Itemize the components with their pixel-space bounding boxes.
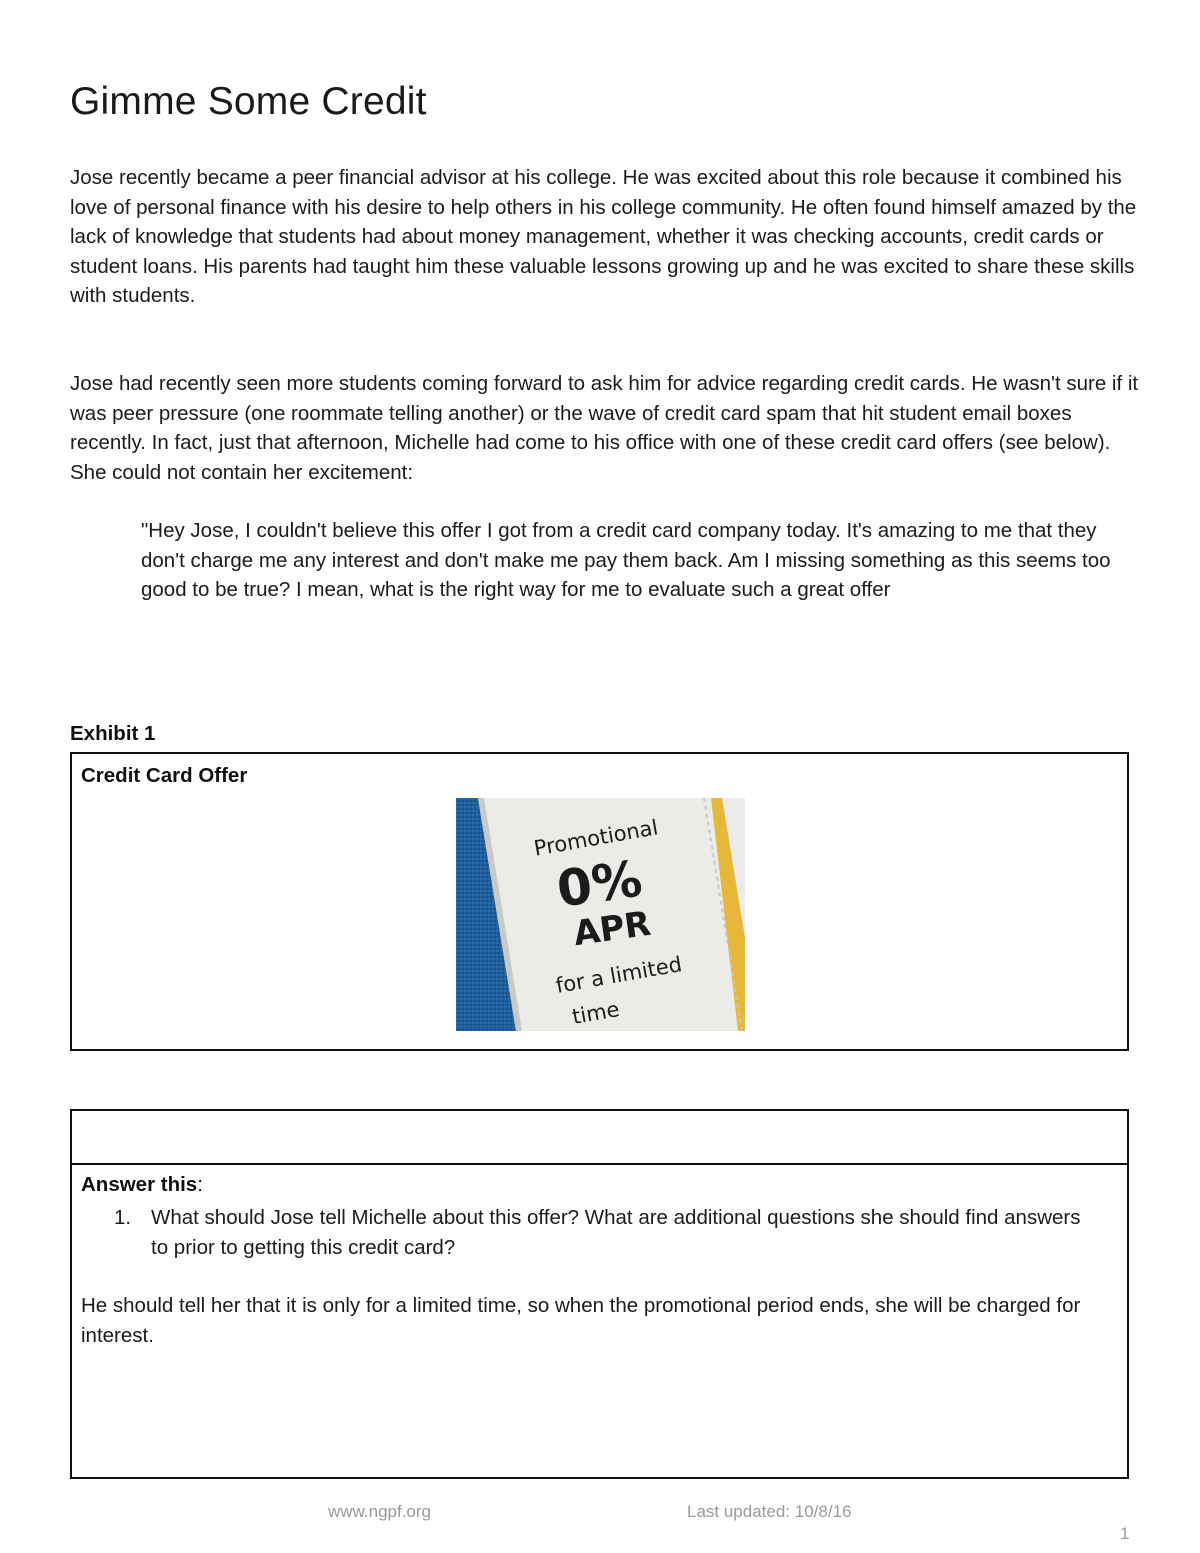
intro-paragraph: Jose recently became a peer financial advisor at his college. He was excited about this role because it combined his love of personal finance with his desire to help others in his college community. He often found himself amazed by the lack of knowledge that students had about money management, whether it was checking accounts, credit cards or student loans. His parents had taught him these valuable lessons growing up and he was excited to share these skills with students. [70, 166, 1137, 308]
exhibit-box-title: Credit Card Offer [81, 764, 248, 787]
answer-this-label: Answer this [81, 1173, 198, 1196]
promo-line-limited: for a limited [553, 952, 684, 998]
question-box-header-row [72, 1111, 1127, 1165]
question-number: 1. [114, 1206, 132, 1229]
context-paragraph: Jose had recently seen more students coming forward to ask him for advice regarding credit cards. He wasn't sure if it was peer pressure (one roommate telling another) or the wave of credit card spam that hit student email boxes recently. In fact, just that afternoon, Michelle had come to his office with one of these credit card offers (see below). She could not contain her excitement: [70, 372, 1139, 484]
footer-last-updated: Last updated: 10/8/16 [687, 1502, 852, 1521]
answer-this-colon: : [197, 1173, 203, 1196]
answer-this-heading [81, 1173, 203, 1197]
question-box [70, 1109, 1129, 1479]
promo-line-time: time [570, 997, 622, 1029]
promo-image [456, 798, 745, 1031]
answer-text: He should tell her that it is only for a limited time, so when the promotional period ends, she will be charged for interest. [81, 1294, 1081, 1347]
exhibit-label: Exhibit 1 [70, 722, 156, 745]
page-title: Gimme Some Credit [70, 80, 427, 123]
page-number: 1 [1120, 1524, 1130, 1543]
question-text: What should Jose tell Michelle about this offer? What are additional questions she should find answers to prior to getting this credit card? [151, 1206, 1081, 1259]
promo-line-apr: APR [571, 903, 654, 955]
exhibit-box [70, 752, 1129, 1051]
promo-line-percent: 0% [553, 849, 646, 919]
promo-line-promotional: Promotional [532, 815, 660, 861]
michelle-quote: "Hey Jose, I couldn't believe this offer I got from a credit card company today. It's amazing to me that they don't charge me any interest and don't make me pay them back. Am I missing something as this seems too good to be true? I mean, what is the right way for me to evaluate such a great offer [141, 519, 1111, 602]
footer-url: www.ngpf.org [328, 1502, 431, 1521]
